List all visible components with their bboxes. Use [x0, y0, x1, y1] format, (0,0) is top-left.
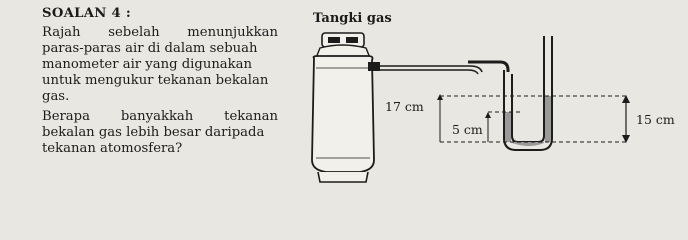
question-word: Berapa — [42, 109, 90, 124]
question-word: sebelah — [108, 25, 160, 40]
question-line: untuk mengukur tekanan bekalan — [42, 73, 269, 88]
question-line: tekanan atomosfera? — [42, 141, 183, 156]
label-17cm: 17 cm — [385, 99, 424, 114]
label-5cm: 5 cm — [452, 122, 483, 137]
question-line: gas. — [42, 89, 70, 104]
arrow-15cm — [622, 95, 630, 143]
tank-label: Tangki gas — [313, 11, 392, 26]
arrow-5cm — [485, 112, 491, 142]
question-word: Rajah — [42, 25, 81, 40]
question-word: tekanan — [224, 109, 278, 124]
question-title: SOALAN 4 : — [42, 6, 132, 21]
u-tube-manometer — [504, 36, 552, 150]
gas-tank — [312, 33, 374, 182]
question-line: paras-paras air di dalam sebuah — [42, 41, 258, 56]
label-15cm: 15 cm — [636, 112, 675, 127]
question-line: bekalan gas lebih besar daripada — [42, 125, 265, 140]
question-word: banyakkah — [120, 109, 194, 124]
question-line: manometer air yang digunakan — [42, 57, 253, 72]
question-word: menunjukkan — [187, 25, 278, 40]
arrow-17cm — [437, 94, 443, 142]
gas-pipe — [380, 62, 508, 74]
tank-valve — [368, 62, 380, 71]
